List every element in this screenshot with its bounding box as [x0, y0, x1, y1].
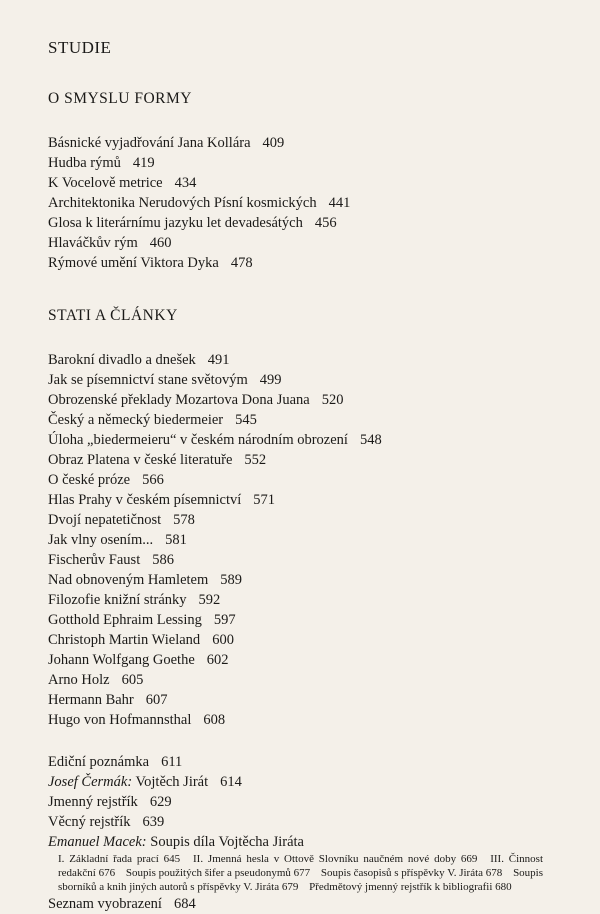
- contents-entry: Úloha „biedermeieru“ v českém národním obrození 548: [48, 432, 382, 448]
- author-name: Josef Čermák:: [48, 774, 133, 790]
- contents-entry: Filozofie knižní stránky 592: [48, 592, 221, 608]
- contents-entry: Český a německý biedermeier 545: [48, 412, 257, 428]
- contents-entry: Hugo von Hofmannsthal 608: [48, 712, 226, 728]
- contents-entry-vecny: Věcný rejstřík 639: [48, 814, 165, 830]
- contents-entry: Básnické vyjadřování Jana Kollára 409: [48, 135, 285, 151]
- contents-entry: Jak se písemnictví stane světovým 499: [48, 372, 282, 388]
- contents-list-section2: [48, 350, 582, 730]
- author-name: Emanuel Macek:: [48, 834, 147, 850]
- contents-entry: Dvojí nepatetičnost 578: [48, 512, 195, 528]
- contents-entry: K Vocelově metrice 434: [48, 175, 197, 191]
- contents-entry: Glosa k literárnímu jazyku let devadesátých 456: [48, 215, 337, 231]
- contents-entry: Hermann Bahr 607: [48, 692, 168, 708]
- section-heading-studie: STUDIE: [48, 38, 112, 57]
- contents-entry: Obrozenské překlady Mozartova Dona Juana 520: [48, 392, 344, 408]
- contents-entry: Nad obnoveným Hamletem 589: [48, 572, 243, 588]
- contents-entry: Jak vlny osením... 581: [48, 532, 187, 548]
- contents-entry-jmenny: Jmenný rejstřík 629: [48, 794, 172, 810]
- contents-entry: Obraz Platena v české literatuře 552: [48, 452, 267, 468]
- contents-entry-obrazy: Seznam vyobrazení 684: [48, 896, 196, 912]
- contents-entry: Johann Wolfgang Goethe 602: [48, 652, 229, 668]
- subsection-title-stati-a-clanky: STATI A ČLÁNKY: [48, 307, 178, 324]
- contents-list-appendix: [48, 752, 582, 852]
- contents-entry: Architektonika Nerudových Písní kosmických 441: [48, 195, 351, 211]
- contents-entry: O české próze 566: [48, 472, 164, 488]
- contents-page: [48, 38, 582, 914]
- contents-entry: Rýmové umění Viktora Dyka 478: [48, 255, 253, 271]
- contents-entry: Gotthold Ephraim Lessing 597: [48, 612, 236, 628]
- bibliography-subentries: I. Základní řada prací 645 II. Jmenná hesla v Ottově Slovníku naučném nové doby 669 III. Činnost redakční 676 Soupis použitých šifer a pseudonymů 677 Soupis časopisů s příspěvky V. Jiráta 678 Soupis sborníků a knih jiných autorů s příspěvky V. Jiráta 679 Předmětový jmenný rejstřík k bibliografii 680: [58, 853, 544, 893]
- contents-entry-macek: Emanuel Macek: Soupis díla Vojtěcha Jiráta: [48, 834, 304, 850]
- contents-entry: Hlaváčkův rým 460: [48, 235, 172, 251]
- contents-entry: Christoph Martin Wieland 600: [48, 632, 234, 648]
- contents-entry-edicni: Ediční poznámka 611: [48, 754, 183, 770]
- contents-entry: Fischerův Faust 586: [48, 552, 174, 568]
- contents-entry-cermak: Josef Čermák: Vojtěch Jirát 614: [48, 774, 242, 790]
- contents-list-end: [48, 894, 582, 914]
- subsection-title-o-smyslu-formy: O SMYSLU FORMY: [48, 90, 192, 107]
- contents-entry: Barokní divadlo a dnešek 491: [48, 352, 230, 368]
- contents-entry: Hudba rýmů 419: [48, 155, 155, 171]
- contents-entry: Arno Holz 605: [48, 672, 144, 688]
- contents-list-section1: [48, 133, 582, 273]
- contents-entry: Hlas Prahy v českém písemnictví 571: [48, 492, 276, 508]
